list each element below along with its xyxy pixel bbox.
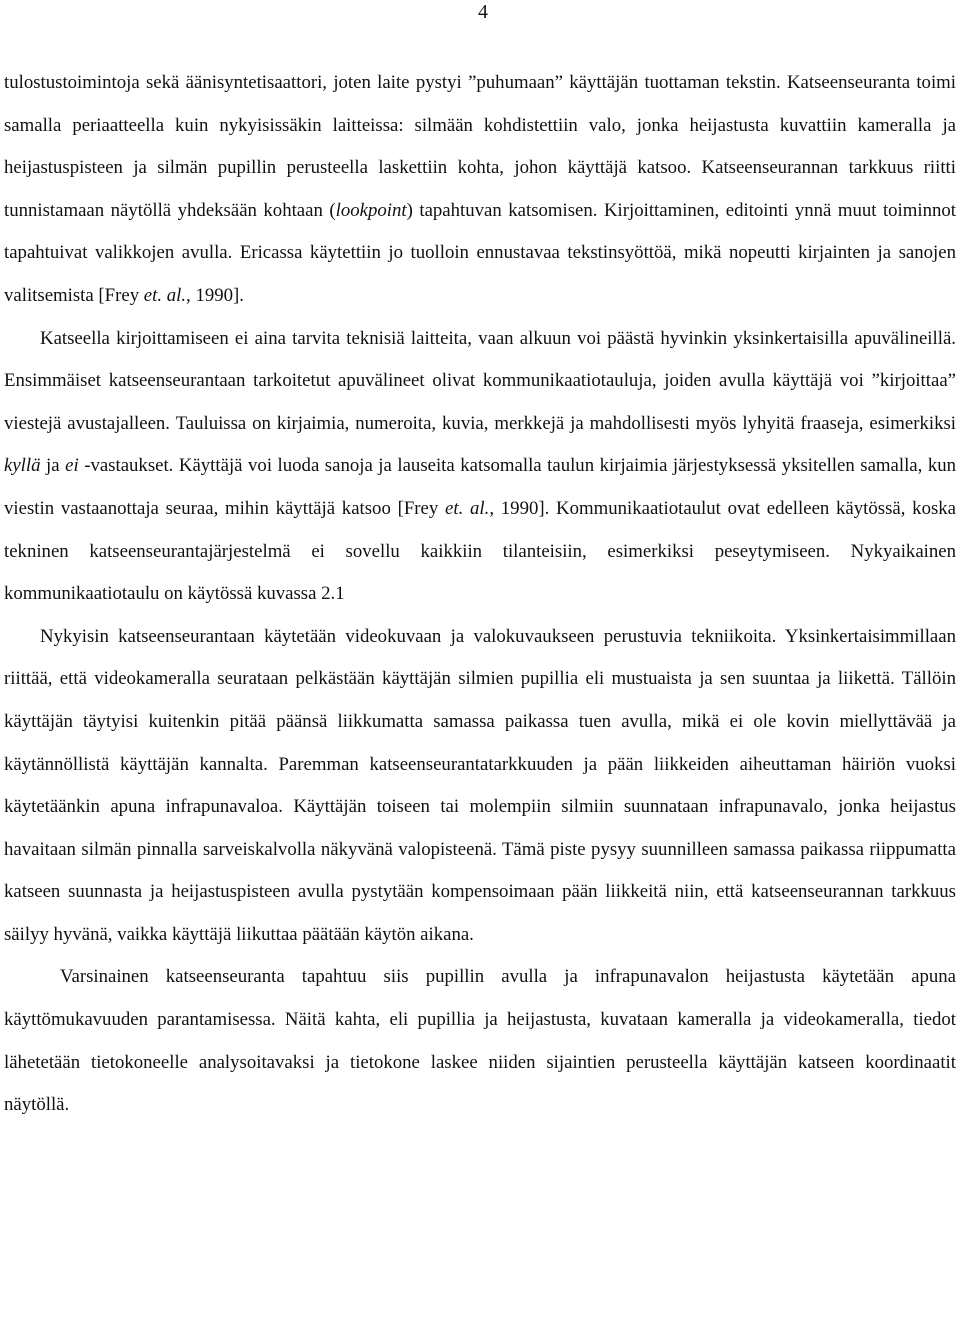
italic-citation-et-al: et. al. <box>445 497 490 519</box>
italic-citation-et-al: et. al. <box>143 284 187 306</box>
text-run: , 1990]. Kommunikaatiotaulut ovat edelleen käytössä, koska tekninen katseenseurantajärjestelmä ei sovellu kaikkiin tilanteisiin, esimerkiksi peseytymiseen. Nykyaikainen kommunikaatiotaulu on käytössä kuvassa 2.1 <box>4 497 956 605</box>
text-run: Katseella kirjoittamiseen ei aina tarvita teknisiä laitteita, vaan alkuun voi päästä hyvinkin yksinkertaisilla apuvälineillä. Ensimmäiset katseenseurantaan tarkoitetut apuvälineet olivat kommunikaatiotauluja, joiden avulla käyttäjä voi ”kirjoittaa” viestejä avustajalleen. Tauluissa on kirjaimia, numeroita, kuvia, merkkejä ja mahdollisesti myös lyhyitä fraaseja, esimerkiksi <box>4 327 956 434</box>
paragraph-4 <box>4 956 956 1126</box>
text-run: tulostustoimintoja sekä äänisyntetisaattori, joten laite pystyi ”puhumaan” käyttäjän tuottaman tekstin. Katseenseuranta toimi samalla periaatteella kuin nykyisissäkin laitteissa: silmään kohdistettiin valo, jonka heijastusta kuvattiin kameralla ja heijastuspisteen ja silmän pupillin perusteella laskettiin kohta, johon käyttäjä katsoo. Katseenseurannan tarkkuus riitti tunnistamaan näytöllä yhdeksään kohtaan ( <box>4 72 956 221</box>
body-text <box>4 62 956 1127</box>
page-number: 4 <box>478 1 488 23</box>
text-run: ja <box>40 455 66 477</box>
text-run: Nykyisin katseenseurantaan käytetään videokuvaan ja valokuvaukseen perustuvia tekniikoita. Yksinkertaisimmillaan riittää, että videokameralla seurataan pelkästään käyttäjän silmien pupillia eli mustuaista ja sen suuntaa ja liikettä. Tällöin käyttäjän täytyisi kuitenkin pitää päänsä liikkumatta samassa paikassa tuen avulla, mikä ei ole kovin miellyttävää ja käytännöllistä käyttäjän kannalta. Paremman katseenseurantatarkkuuden ja pään liikkeiden aiheuttaman häiriön vuoksi käytetäänkin apuna infrapunavaloa. Käyttäjän toiseen tai molempiin silmiin suunnataan infrapunavalo, jonka heijastus havaitaan silmän pinnalla sarveiskalvolla näkyvänä valopisteenä. Tämä piste pysyy suunnilleen samassa paikassa riippumatta katseen suunnasta ja heijastuspisteen avulla pystytään kompensoimaan pään liikkeitä niin, että katseenseurannan tarkkuus säilyy hyvänä, vaikka käyttäjä liikuttaa päätään käytön aikana. <box>4 625 956 945</box>
text-run: ) tapahtuvan katsomisen. Kirjoittaminen, editointi ynnä muut toiminnot tapahtuivat valikkojen avulla. Ericassa käytettiin jo tuolloin ennustavaa tekstinsyöttöä, mikä nopeutti kirjainten ja sanojen valitsemista [Frey <box>4 199 956 306</box>
text-run: -vastaukset. Käyttäjä voi luoda sanoja ja lauseita katsomalla taulun kirjaimia järjestyksessä yksitellen samalla, kun viestin vastaanottaja seuraa, mihin käyttäjä katsoo [Frey <box>4 455 957 519</box>
italic-term-ei: ei <box>65 455 79 477</box>
italic-term-kylla: kyllä <box>4 455 41 477</box>
paragraph-3 <box>4 616 956 957</box>
paragraph-1 <box>4 62 956 318</box>
text-run: Varsinainen katseenseuranta tapahtuu siis pupillin avulla ja infrapunavalon heijastusta käytetään apuna käyttömukavuuden parantamisessa. Näitä kahta, eli pupillia ja heijastusta, kuvataan kameralla ja videokameralla, tiedot lähetetään tietokoneelle analysoitavaksi ja tietokone laskee niiden sijaintien perusteella käyttäjän katseen koordinaatit näytöllä. <box>4 966 956 1116</box>
text-run: , 1990]. <box>186 284 244 306</box>
paragraph-2 <box>4 318 956 616</box>
italic-term-lookpoint: lookpoint <box>335 199 407 221</box>
